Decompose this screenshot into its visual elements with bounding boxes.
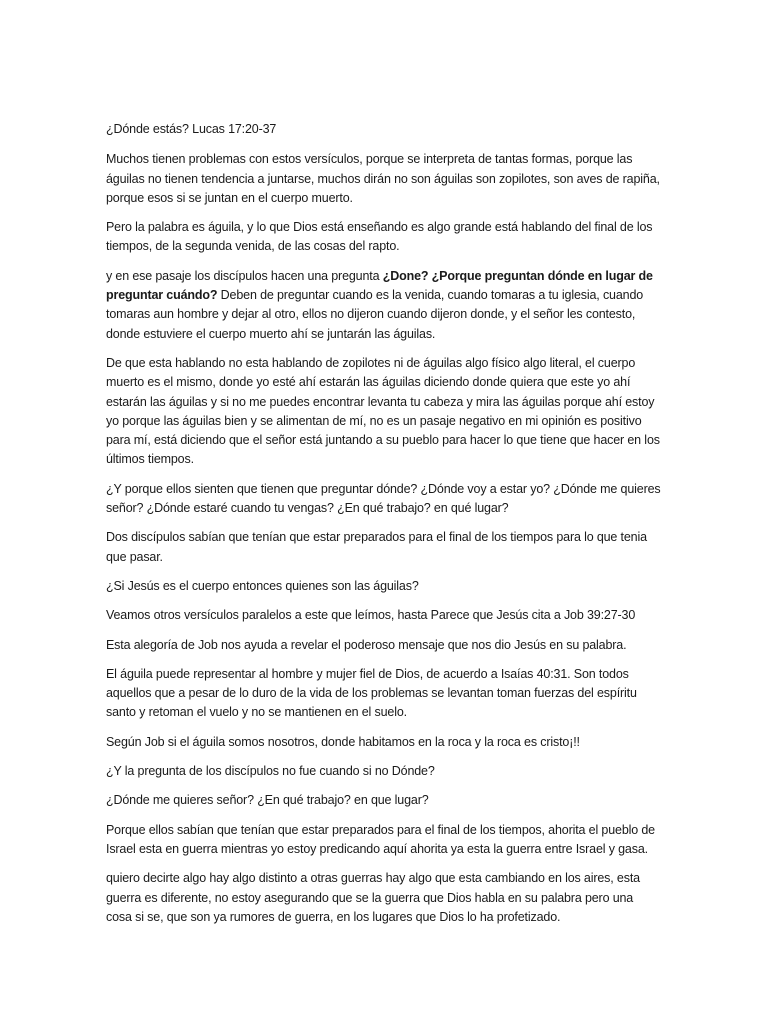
paragraph-2: Pero la palabra es águila, y lo que Dios está enseñando es algo grande está hablando del final de los tiempos, de la segunda venida, de las cosas del rapto. [106,220,653,254]
document-page [106,120,662,937]
paragraph-13: ¿Dónde me quieres señor? ¿En qué trabajo? en que lugar? [106,793,429,808]
paragraph-9: Esta alegoría de Job nos ayuda a revelar el poderoso mensaje que nos dio Jesús en su palabra. [106,637,627,652]
paragraph-3-bold-question: ¿Done? ¿Porque preguntan dónde en lugar de preguntar cuándo? [106,268,653,303]
paragraph-10: El águila puede representar al hombre y mujer fiel de Dios, de acuerdo a Isaías 40:31. Son todos aquellos que a pesar de lo duro de la vida de los problemas se levantan toman fuerzas del espíritu santo y retoman el vuelo y no se mantienen en el suelo. [106,666,637,720]
paragraph-11: Según Job si el águila somos nosotros, donde habitamos en la roca y la roca es cristo¡!! [106,734,580,749]
paragraph-3 [106,267,662,344]
paragraph-4: De que esta hablando no esta hablando de zopilotes ni de águilas algo físico algo literal, el cuerpo muerto es el mismo, donde yo esté ahí estarán las águilas diciendo donde quiera que este yo ahí estarán las águilas y si no me puedes encontrar levanta tu cabeza y mira las águilas porque ahí estoy yo porque las águilas bien y se alimentan de mí, no es un pasaje negativo en mi opinión es positivo para mí, está diciendo que el señor está juntando a su pueblo para hacer lo que tiene que hacer en los últimos tiempos. [106,355,660,467]
paragraph-15: quiero decirte algo hay algo distinto a otras guerras hay algo que esta cambiando en los aires, esta guerra es diferente, no estoy asegurando que se la guerra que Dios habla en su palabra pero una cosa si se, que son ya rumores de guerra, en los lugares que Dios lo ha profetizado. [106,871,640,924]
paragraph-3-start: y en ese pasaje los discípulos hacen una pregunta [106,268,383,283]
document-title: ¿Dónde estás? Lucas 17:20-37 [106,122,277,136]
paragraph-3-end: Deben de preguntar cuando es la venida, cuando tomaras a tu iglesia, cuando tomaras aun hombre y dejar al otro, ellos no dijeron cuando dijeron donde, y el señor les contesto, donde estuviere el cuerpo muerto ahí se juntarán las águilas. [106,288,644,341]
paragraph-14: Porque ellos sabían que tenían que estar preparados para el final de los tiempos, ahorita el pueblo de Israel esta en guerra mientras yo estoy predicando aquí ahorita ya esta la guerra entre Israel y gasa. [106,822,655,856]
paragraph-5: ¿Y porque ellos sienten que tienen que preguntar dónde? ¿Dónde voy a estar yo? ¿Dónde me quieres señor? ¿Dónde estaré cuando tu vengas? ¿En qué trabajo? en qué lugar? [106,481,661,516]
paragraph-6: Dos discípulos sabían que tenían que estar preparados para el final de los tiempos para lo que tenia que pasar. [106,530,647,564]
paragraph-8: Veamos otros versículos paralelos a este que leímos, hasta Parece que Jesús cita a Job 39:27-30 [106,608,636,623]
paragraph-7: ¿Si Jesús es el cuerpo entonces quienes son las águilas? [106,578,419,593]
paragraph-12: ¿Y la pregunta de los discípulos no fue cuando si no Dónde? [106,764,435,779]
paragraph-1: Muchos tienen problemas con estos versículos, porque se interpreta de tantas formas, porque las águilas no tienen tendencia a juntarse, muchos dirán no son águilas son zopilotes, son aves de rapiña, porque esos si se juntan en el cuerpo muerto. [106,152,660,205]
